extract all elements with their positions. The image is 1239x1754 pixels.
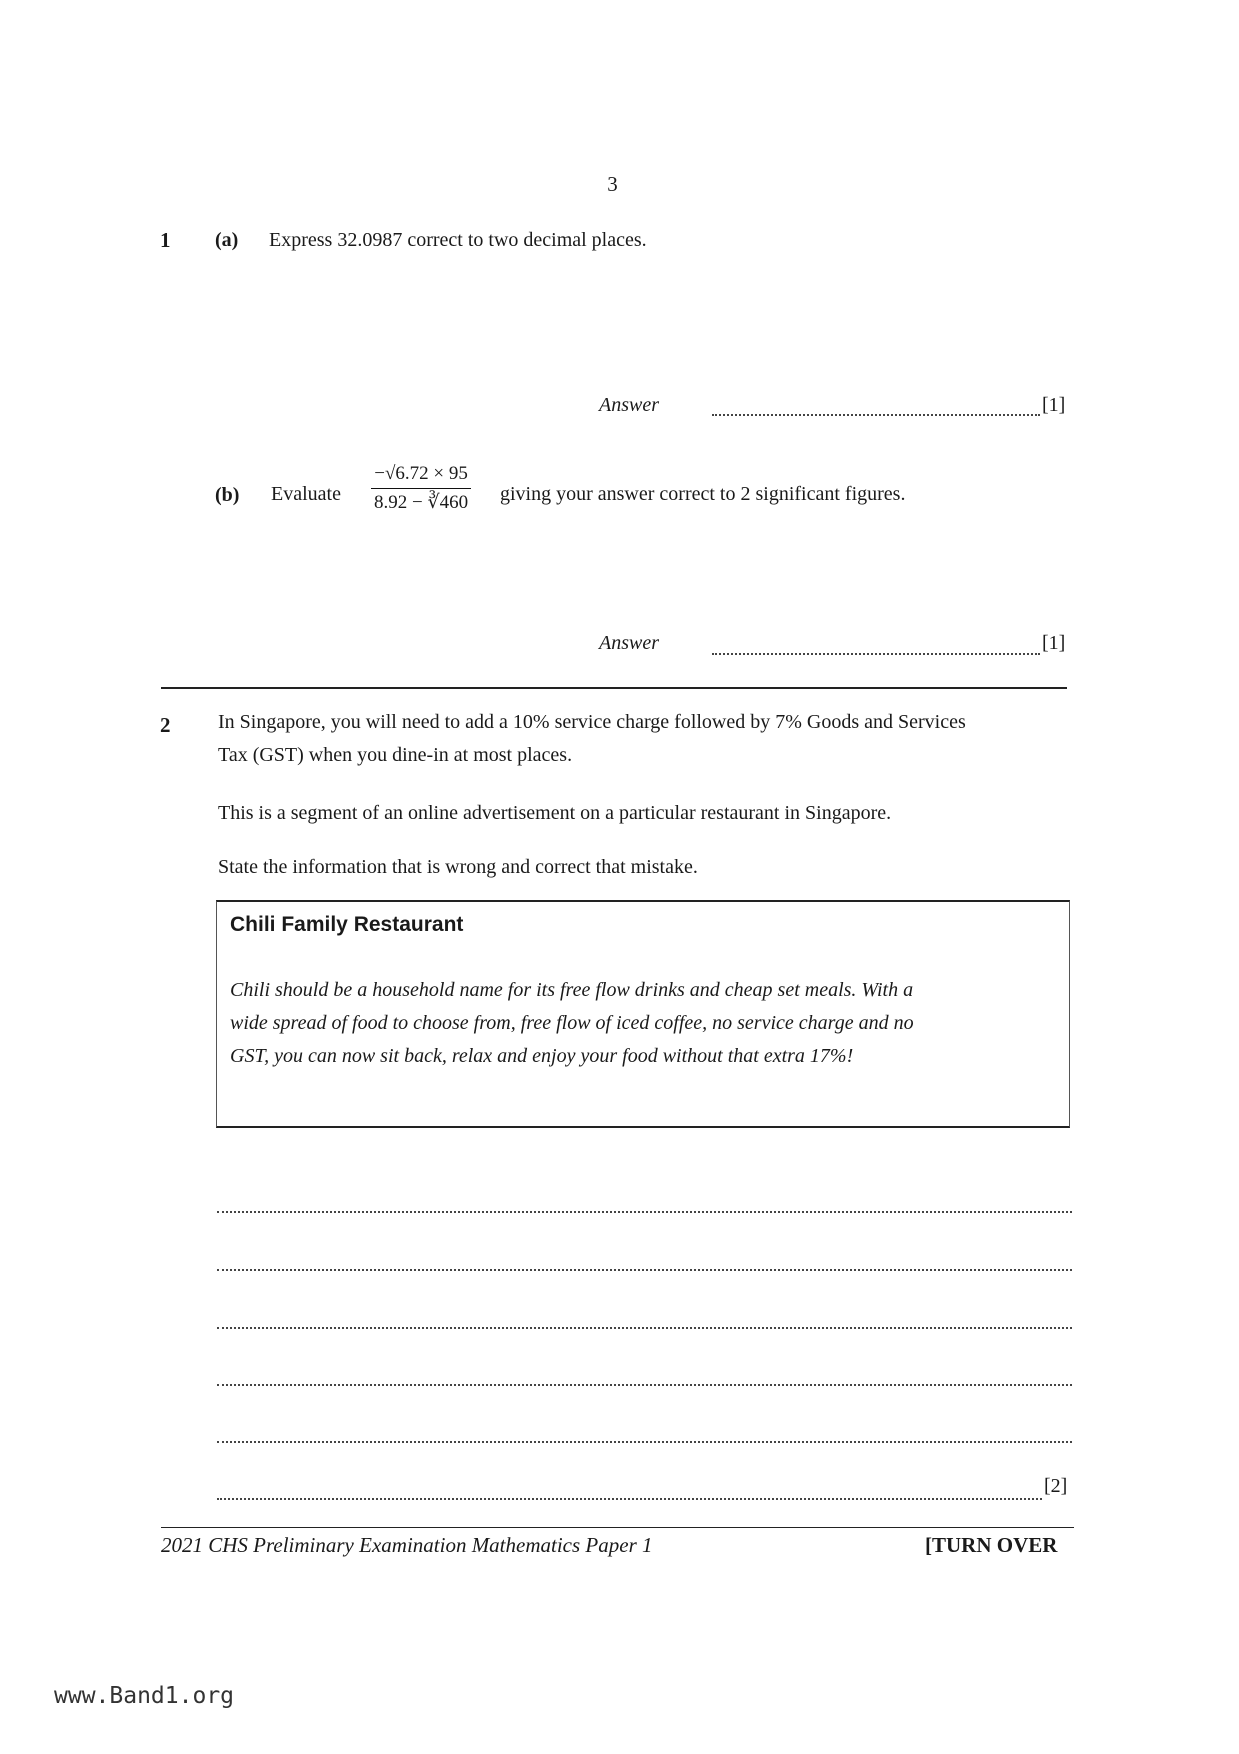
q2-para1-line2: Tax (GST) when you dine-in at most places. [218,744,573,766]
q2-answer-line-4[interactable] [217,1384,1072,1386]
watermark: www.Band1.org [54,1683,235,1709]
ad-line-3: GST, you can now sit back, relax and enjoy your food without that extra 17%! [230,1045,854,1067]
question-1-number: 1 [160,228,171,252]
q2-mark: [2] [1044,1475,1068,1497]
footer-rule [161,1527,1074,1528]
ad-line-2: wide spread of food to choose from, free flow of iced coffee, no service charge and no [230,1012,914,1034]
q2-para2: This is a segment of an online advertisement on a particular restaurant in Singapore. [218,802,892,824]
q1a-text: Express 32.0987 correct to two decimal places. [269,229,647,251]
q1b-label: (b) [215,484,240,506]
q1b-post-text: giving your answer correct to 2 significant figures. [500,483,906,505]
q1a-answer-line[interactable] [712,414,1040,416]
q1a-mark: [1] [1042,394,1066,416]
footer-exam-title: 2021 CHS Preliminary Examination Mathematics Paper 1 [161,1533,653,1557]
q1b-answer-line[interactable] [712,653,1040,655]
question-2-number: 2 [160,713,171,737]
q2-para3: State the information that is wrong and correct that mistake. [218,856,698,878]
q2-answer-line-5[interactable] [217,1441,1072,1443]
q2-answer-line-2[interactable] [217,1269,1072,1271]
q1b-pre-text: Evaluate [271,483,341,505]
ad-title: Chili Family Restaurant [230,913,464,936]
q1b-numerator: −√6.72 × 95 [371,462,471,489]
q1b-mark: [1] [1042,632,1066,654]
footer-turn-over: [TURN OVER [925,1533,1058,1557]
q1a-answer-label: Answer [599,394,659,416]
q2-answer-line-1[interactable] [217,1211,1072,1213]
page-number: 3 [607,172,618,196]
q1b-denominator: 8.92 − ∛460 [374,492,469,513]
q2-answer-line-3[interactable] [217,1327,1072,1329]
ad-line-1: Chili should be a household name for its free flow drinks and cheap set meals. With a [230,979,914,1001]
q2-para1-line1: In Singapore, you will need to add a 10% service charge followed by 7% Goods and Services [218,711,966,733]
q2-answer-line-6[interactable] [217,1498,1042,1500]
advertisement-box [216,900,1070,1128]
q1a-label: (a) [215,229,239,251]
q1b-answer-label: Answer [599,632,659,654]
question-separator [161,687,1067,689]
ad-body [230,974,1060,1073]
q1b-fraction [371,462,471,515]
